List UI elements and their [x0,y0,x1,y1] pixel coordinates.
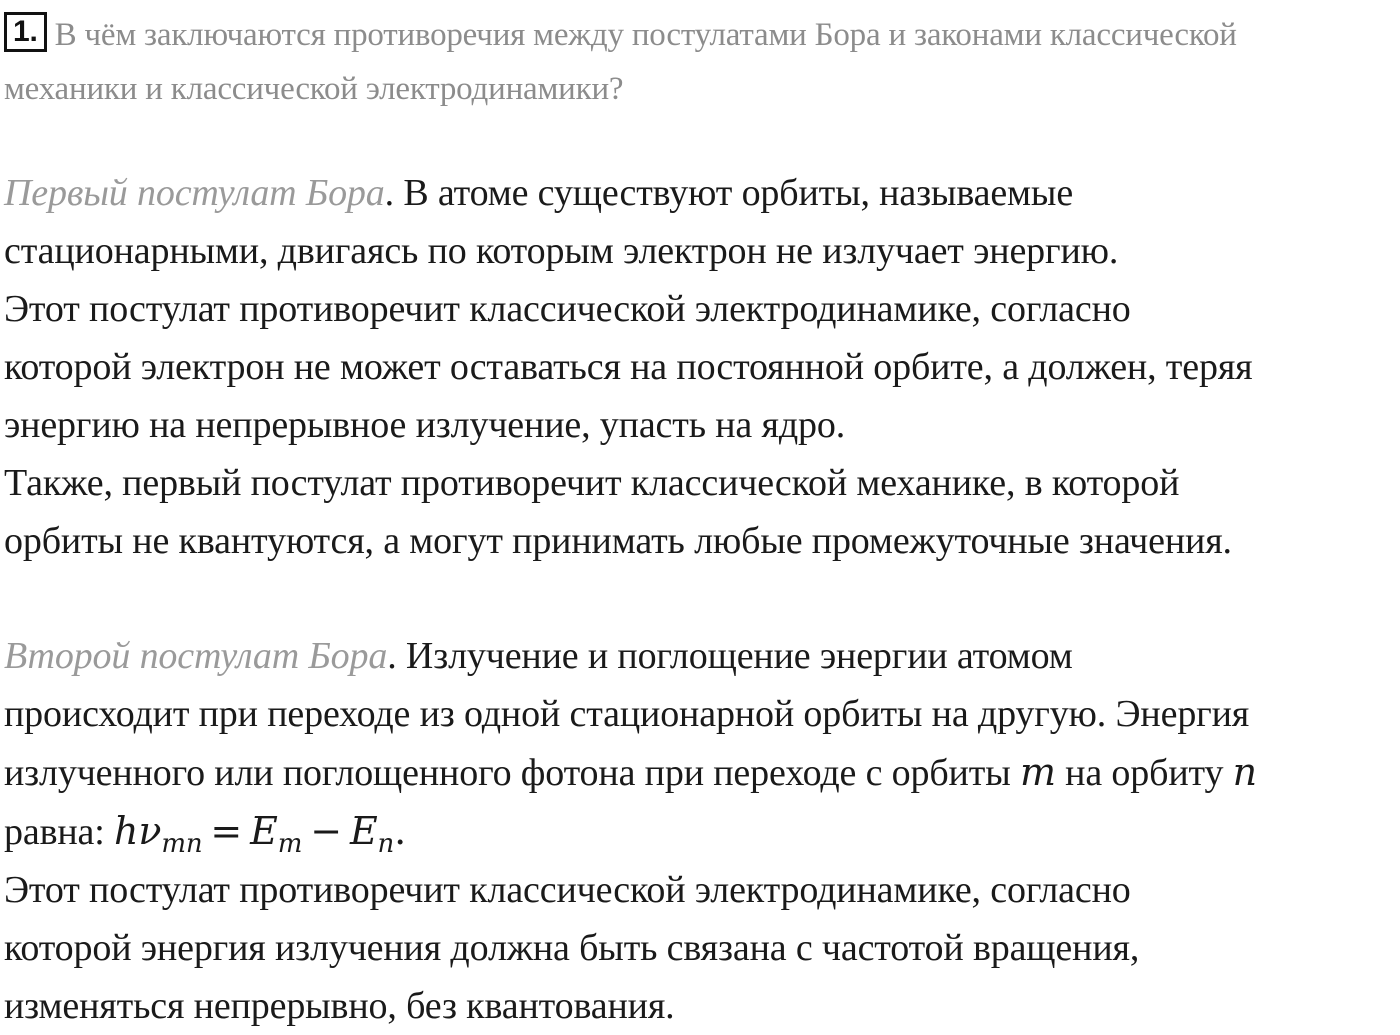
formula-nu: ν [138,809,162,853]
answer-line: Этот постулат противоречит классической электродинамике, согласно [4,869,1131,911]
variable-n: n [1232,750,1257,794]
question-text-line1: В чём заключаются противоречия между постулатами Бора и законами классической [54,17,1237,53]
answer-line: которой электрон не может оставаться на постоянной орбите, а должен, теряя [4,346,1253,388]
answer-line [4,627,1398,685]
answer-line: стационарными, двигаясь по которым электрон не излучает энергию. [4,230,1119,272]
answer-line: Также, первый постулат противоречит классической механике, в которой [4,462,1180,504]
answer-text: . Излучение и поглощение энергии атомом [387,635,1073,677]
answer-line: орбиты не квантуются, а могут принимать любые промежуточные значения. [4,520,1232,562]
question-block [4,8,1396,116]
formula-sub-m: m [277,829,303,859]
formula-sub-n: n [377,829,395,859]
formula-line [4,802,1398,861]
answer-text: равна: [4,811,115,853]
answer-text: на орбиту [1055,752,1233,794]
question-text-line2: механики и классической электродинамики? [4,71,624,107]
formula-equals: = [210,809,243,853]
second-postulate-title: Второй постулат Бора [4,635,388,677]
answer-line: происходит при переходе из одной стационарной орбиты на другую. Энергия [4,693,1250,735]
question-number: 1. [4,12,47,52]
formula-sub-mn: mn [161,829,203,859]
answer-line: энергию на непрерывное излучение, упасть на ядро. [4,404,846,446]
second-postulate-block [4,627,1398,1035]
formula-h: h [114,809,139,853]
variable-m: m [1019,750,1056,794]
energy-formula [114,809,407,859]
answer-text: . В атоме существуют орбиты, называемые [384,172,1074,214]
answer-line [4,164,1398,222]
answer-text: излученного или поглощенного фотона при переходе с орбиты [4,752,1020,794]
formula-period: . [394,809,407,853]
formula-E-n: E [349,809,378,853]
answer-line: которой энергия излучения должна быть связана с частотой вращения, [4,927,1140,969]
answer-line [4,743,1398,802]
first-postulate-title: Первый постулат Бора [4,172,385,214]
formula-E-m: E [250,809,278,853]
first-postulate-block [4,164,1398,570]
answer-line: Этот постулат противоречит классической электродинамике, согласно [4,288,1131,330]
formula-minus: − [310,809,342,853]
answer-line: изменяться непрерывно, без квантования. [4,985,675,1027]
